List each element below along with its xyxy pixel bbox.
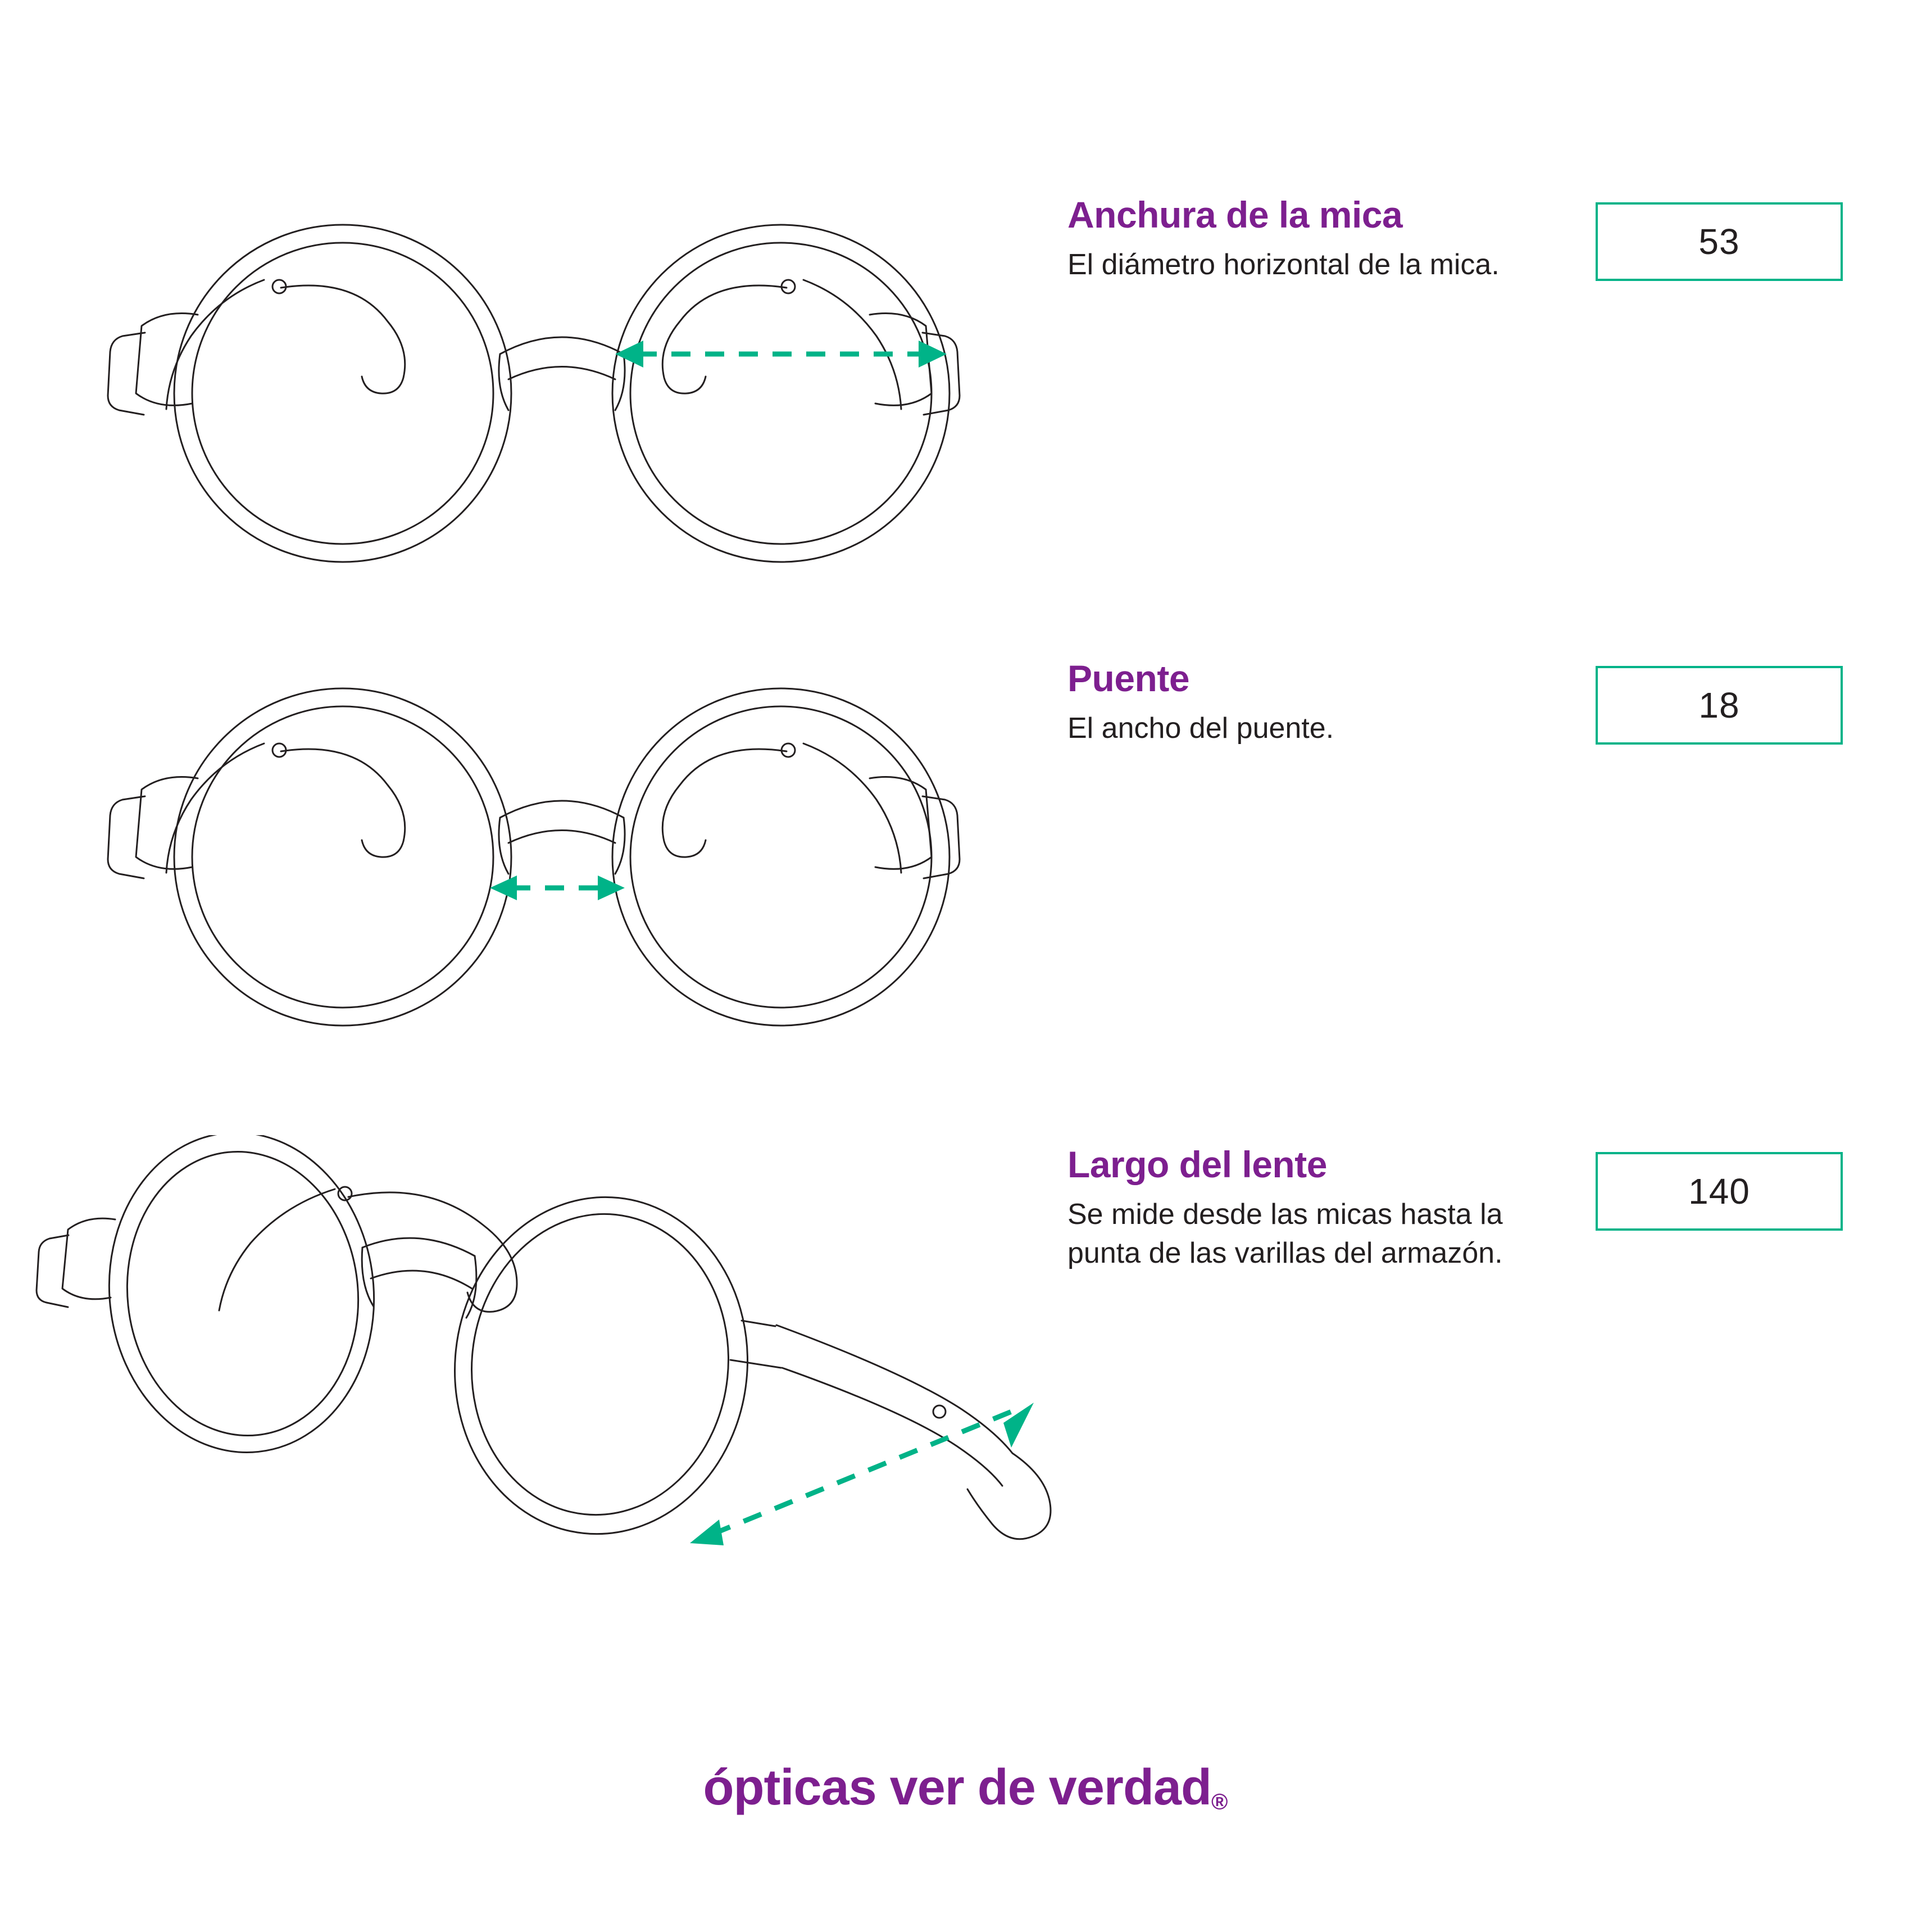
bridge-width-arrow bbox=[490, 876, 625, 900]
bridge-heading: Puente bbox=[1067, 657, 1190, 699]
brand-name: ópticas ver de verdad bbox=[703, 1759, 1211, 1816]
measurement-row-bridge bbox=[0, 649, 1931, 1076]
glasses-front-illustration-lens-width bbox=[0, 185, 1067, 613]
temple-length-description: Se mide desde las micas hasta la punta de las varillas del armazón. bbox=[1067, 1198, 1503, 1270]
measurement-row-lens-width bbox=[0, 185, 1931, 613]
lens-width-description-block bbox=[1067, 185, 1584, 284]
temple-length-value-box[interactable] bbox=[1596, 1152, 1843, 1231]
measurement-row-temple-length bbox=[0, 1135, 1931, 1618]
bridge-value: 18 bbox=[1698, 685, 1740, 725]
bridge-value-box[interactable] bbox=[1596, 666, 1843, 745]
temple-length-heading: Largo del lente bbox=[1067, 1144, 1327, 1185]
lens-width-value: 53 bbox=[1698, 221, 1740, 262]
bridge-description-block bbox=[1067, 649, 1584, 748]
lens-width-heading: Anchura de la mica bbox=[1067, 194, 1403, 235]
glasses-front-illustration-bridge bbox=[0, 649, 1067, 1076]
temple-length-description-block bbox=[1067, 1135, 1584, 1273]
footer-branding bbox=[0, 1759, 1931, 1817]
registered-trademark-symbol: ® bbox=[1211, 1789, 1228, 1815]
lens-width-description: El diámetro horizontal de la mica. bbox=[1067, 248, 1500, 282]
temple-length-value: 140 bbox=[1688, 1171, 1750, 1212]
lens-width-value-box[interactable] bbox=[1596, 202, 1843, 281]
bridge-description: El ancho del puente. bbox=[1067, 712, 1334, 745]
glasses-angled-illustration-temple-length bbox=[0, 1135, 1067, 1618]
lens-width-arrow bbox=[615, 341, 947, 368]
